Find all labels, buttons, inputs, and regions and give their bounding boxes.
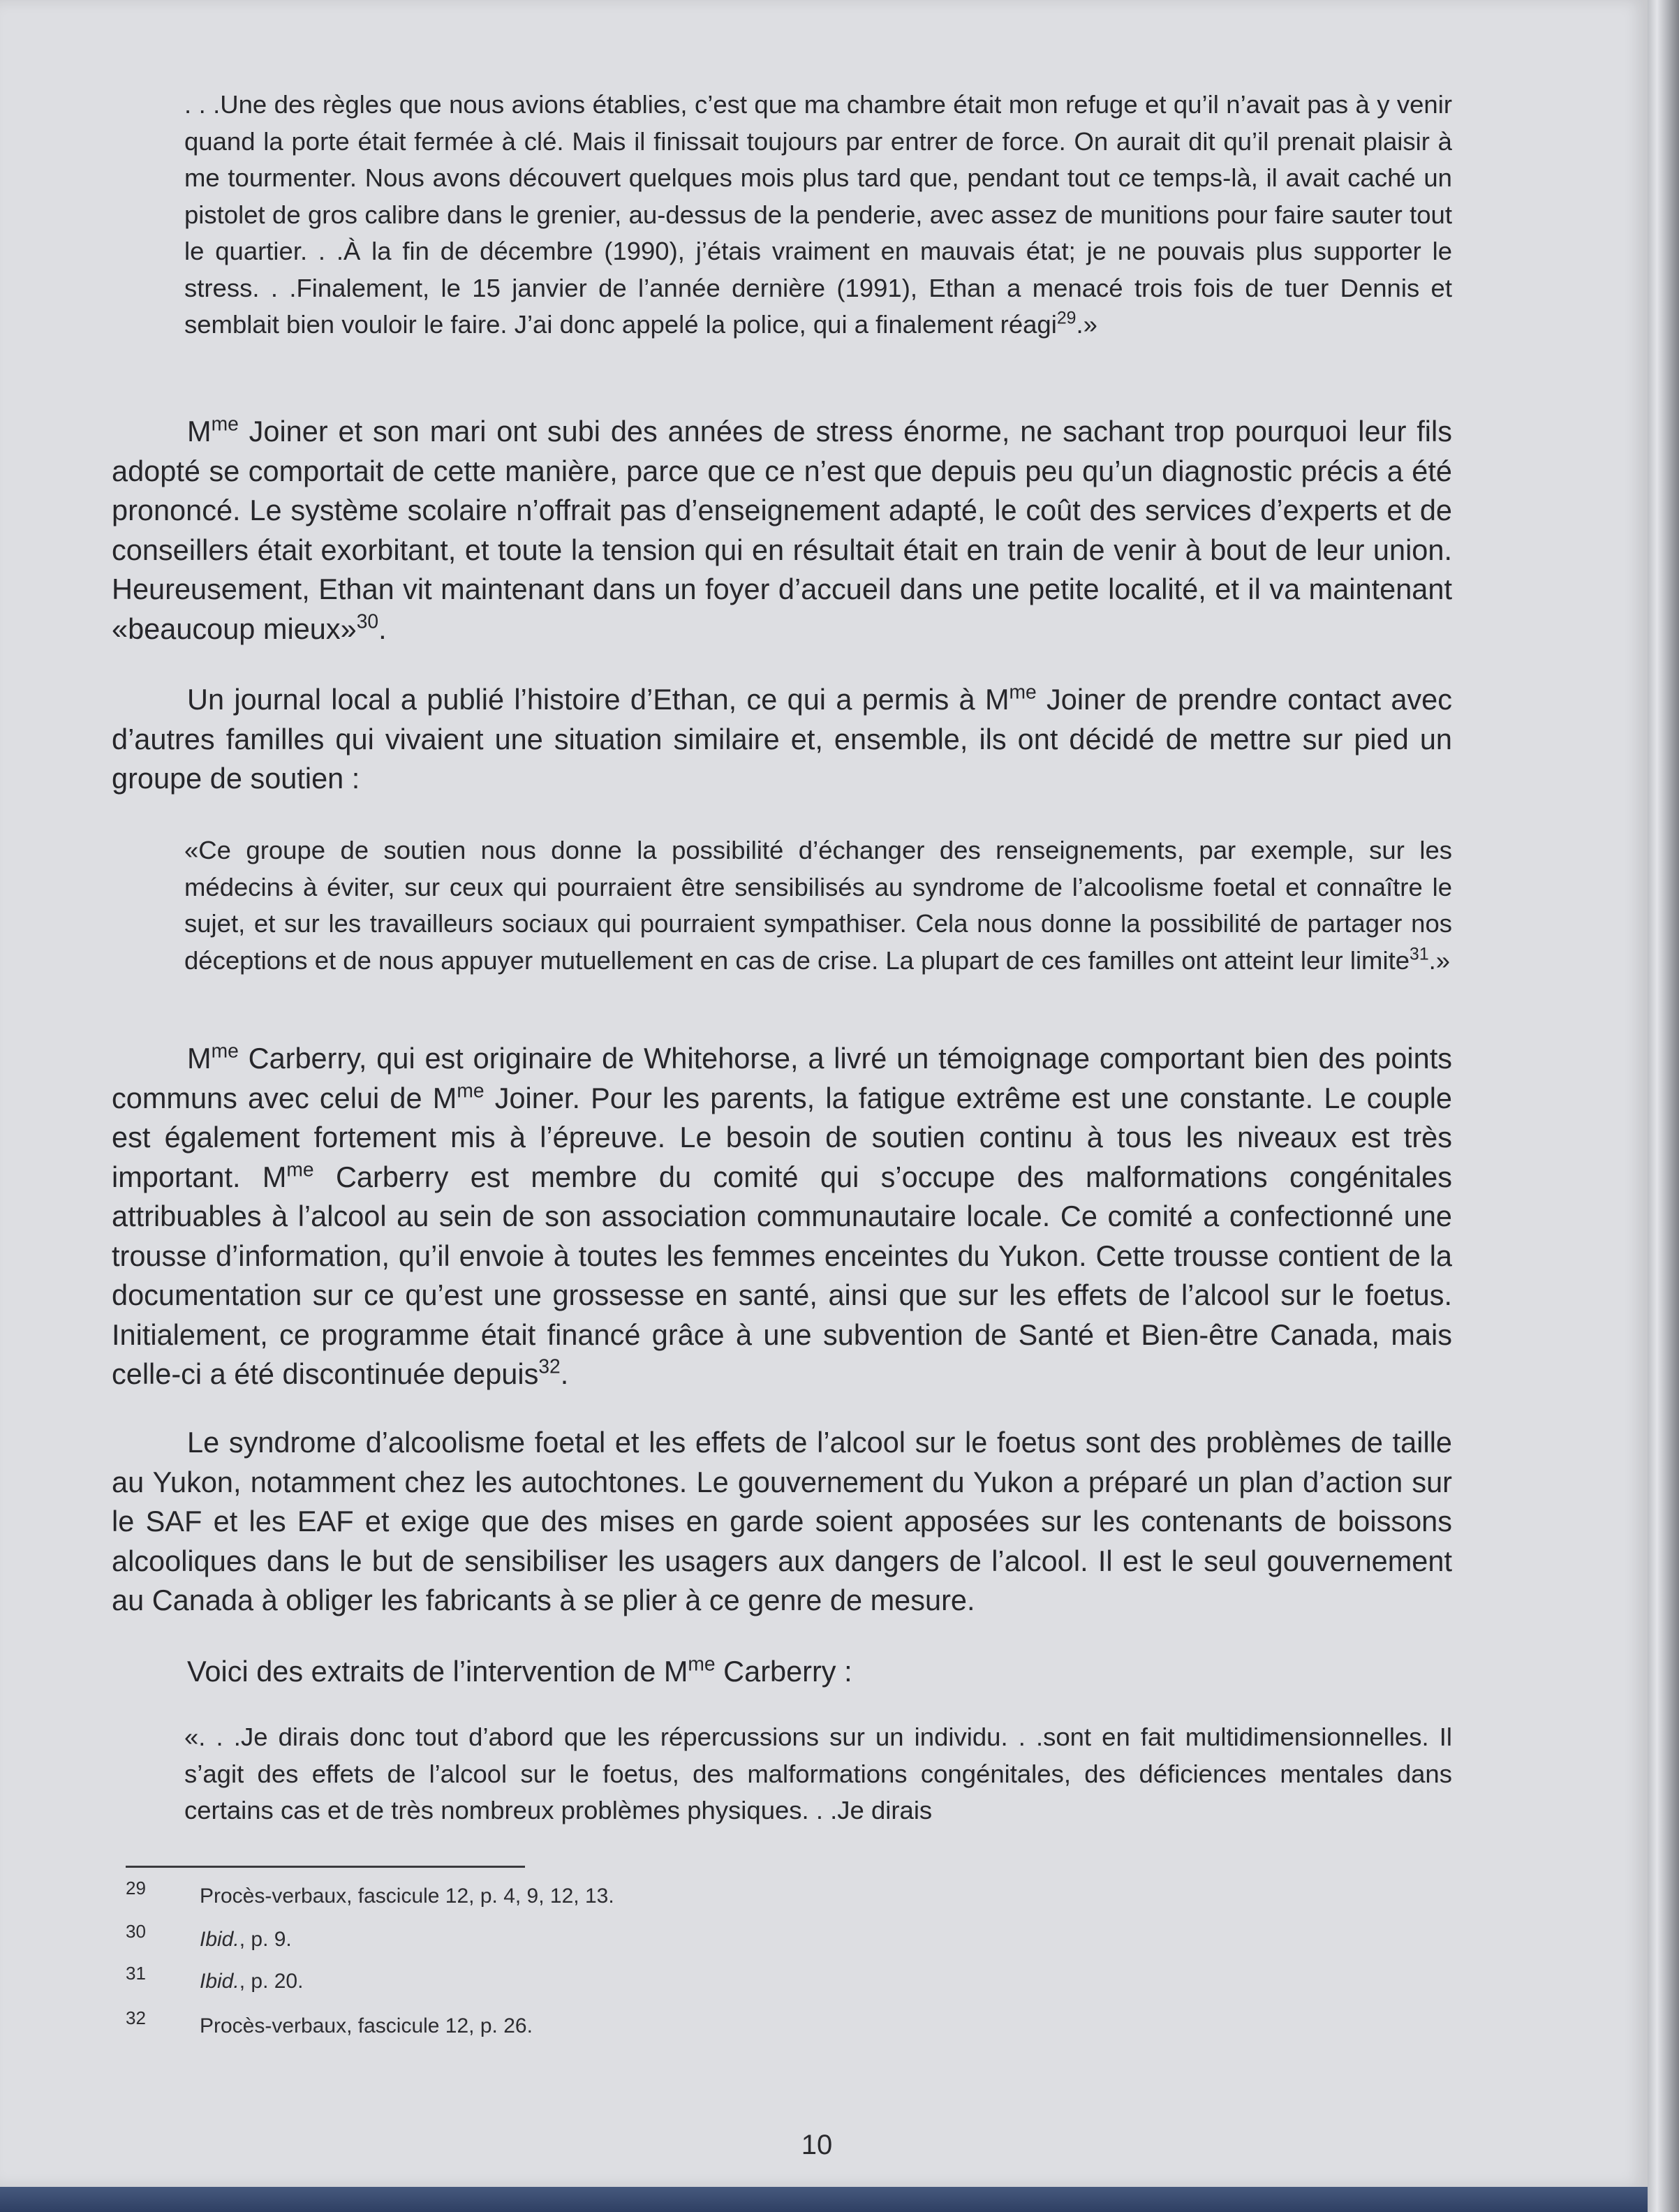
- footnote-ref: 29: [1056, 309, 1077, 328]
- footnote-ref: 30: [356, 609, 379, 632]
- ibid-label: Ibid.: [200, 1970, 239, 1993]
- footnote-number: 29: [126, 1878, 146, 1898]
- paragraph-text: Le syndrome d’alcoolisme foetal et les effets de l’alcool sur le foetus sont des problèmes de taille au Yukon, notamment chez les autochtones. Le gouvernement du Yukon a préparé un plan d’action sur le SAF et les EAF et exige que des mises en garde soient apposées sur les contenants de boissons alcooliques dans le but de sensibiliser les usagers aux dangers de l’alcool. Il est le seul gouvernement au Canada à obliger les fabricants à se plier à ce genre de mesure.: [112, 1426, 1452, 1616]
- quote-text: «Ce groupe de soutien nous donne la possibilité d’échanger des renseignements, par exemple, sur les médecins à éviter, sur ceux qui pourraient être sensibilisés au syndrome de l’alcoolisme foetal et connaître le sujet, et sur les travailleurs sociaux qui pourraient sympathiser. Cela nous donne la possibilité de partager nos déceptions et de nous appuyer mutuellement en cas de crise. La plupart de ces familles ont atteint leur limite: [184, 836, 1452, 975]
- paragraph-text: Joiner de prendre contact avec d’autres familles qui vivaient une situation similaire et, ensemble, ils ont décidé de mettre sur pied un groupe de soutien :: [112, 683, 1452, 795]
- ibid-label: Ibid.: [200, 1928, 239, 1951]
- footnote-number: 31: [126, 1963, 146, 1984]
- title-abbrev: M: [187, 1042, 212, 1075]
- quote-block-joiner: [184, 87, 1452, 344]
- paragraph-text: Carberry :: [715, 1655, 852, 1688]
- footnote-ref: 31: [1410, 944, 1429, 964]
- paragraph-text: Joiner. Pour les parents, la fatigue extrême est une constante. Le couple est également fortement mis à l’épreuve. Le besoin de soutien continu à tous les niveaux est très important. M: [112, 1081, 1452, 1193]
- title-abbrev-sup: me: [286, 1157, 314, 1180]
- paragraph-text: Carberry, qui est originaire de Whitehorse, a livré un témoignage comportant bien des points communs avec celui de M: [112, 1042, 1452, 1114]
- title-abbrev-sup: me: [1009, 680, 1037, 703]
- paragraph: [112, 1423, 1452, 1621]
- quote-close: .»: [1428, 945, 1451, 975]
- footnote-page: , p. 20.: [239, 1970, 304, 1993]
- quote-close: .»: [1076, 310, 1097, 339]
- title-abbrev: M: [187, 415, 212, 448]
- quote-block-carberry: [184, 1719, 1452, 1829]
- footnote-divider: [126, 1866, 525, 1868]
- footnote-number: 32: [126, 2007, 146, 2028]
- paragraph-text: Carberry est membre du comité qui s’occupe des malformations congénitales attribuables à l’alcool au sein de son association communautaire locale. Ce comité a confectionné une trousse d’information, qu’il envoie à toutes les femmes enceintes du Yukon. Cette trousse contient de la documentation sur ce qu’est une grossesse en santé, ainsi que sur les effets de l’alcool sur le foetus. Initialement, ce programme était financé grâce à une subvention de Santé et Bien-être Canada, mais celle-ci a été discontinuée depuis: [112, 1160, 1452, 1390]
- footnote-ref: 32: [538, 1355, 561, 1378]
- footnote-text: Procès-verbaux, fascicule 12, p. 4, 9, 12, 13.: [200, 1885, 614, 1908]
- quote-block-support-group: [184, 832, 1452, 979]
- footnote-number: 30: [126, 1921, 146, 1942]
- quote-text: . . .Une des règles que nous avions établies, c’est que ma chambre était mon refuge et qu’il n’avait pas à y venir quand la porte était fermée à clé. Mais il finissait toujours par entrer de force. On aurait dit qu’il prenait plaisir à me tourmenter. Nous avons découvert quelques mois plus tard que, pendant tout ce temps-là, il avait caché un pistolet de gros calibre dans le grenier, au-dessus de la penderie, avec assez de munitions pour faire sauter tout le quartier. . .À la fin de décembre (1990), j’étais vraiment en mauvais état; je ne pouvais plus supporter le stress. . .Finalement, le 15 janvier de l’année dernière (1991), Ethan a menacé trois fois de tuer Dennis et semblait bien vouloir le faire. J’ai donc appelé la police, qui a finalement réagi: [184, 90, 1452, 339]
- title-abbrev-sup: me: [457, 1078, 485, 1101]
- paragraph: [112, 680, 1452, 799]
- paragraph-text: Un journal local a publié l’histoire d’Ethan, ce qui a permis à M: [187, 683, 1009, 716]
- paragraph-close: .: [560, 1357, 569, 1390]
- book-binding: [0, 2187, 1648, 2212]
- footnote-text: [200, 1926, 292, 1954]
- footnote-text: Procès-verbaux, fascicule 12, p. 26.: [200, 2014, 533, 2037]
- paragraph: [112, 1039, 1452, 1394]
- page-number: 10: [801, 2130, 833, 2160]
- paragraph-text: Joiner et son mari ont subi des années de stress énorme, ne sachant trop pourquoi leur fils adopté se comportait de cette manière, parce que ce n’est que depuis peu qu’un diagnostic précis a été prononcé. Le système scolaire n’offrait pas d’enseignement adapté, le coût des services d’experts et de conseillers était exorbitant, et toute la tension qui en résultait était en train de venir à bout de leur union. Heureusement, Ethan vit maintenant dans un foyer d’accueil dans une petite localité, et il va maintenant «beaucoup mieux»: [112, 415, 1452, 645]
- title-abbrev-sup: me: [688, 1652, 716, 1675]
- paragraph: [112, 1652, 1452, 1692]
- title-abbrev-sup: me: [211, 1039, 239, 1062]
- footnote-text: [200, 1968, 303, 1996]
- quote-text: «. . .Je dirais donc tout d’abord que les répercussions sur un individu. . .sont en fait multidimensionnelles. Il s’agit des effets de l’alcool sur le foetus, des malformations congénitales, des déficiences mentales dans certains cas et de très nombreux problèmes physiques. . .Je dirais: [184, 1723, 1452, 1824]
- footnote-page: , p. 9.: [239, 1928, 292, 1951]
- title-abbrev-sup: me: [211, 412, 239, 435]
- paragraph-text: Voici des extraits de l’intervention de M: [187, 1655, 688, 1688]
- paragraph: [112, 412, 1452, 649]
- paragraph-close: .: [378, 612, 387, 645]
- page-edge: [1648, 0, 1679, 2212]
